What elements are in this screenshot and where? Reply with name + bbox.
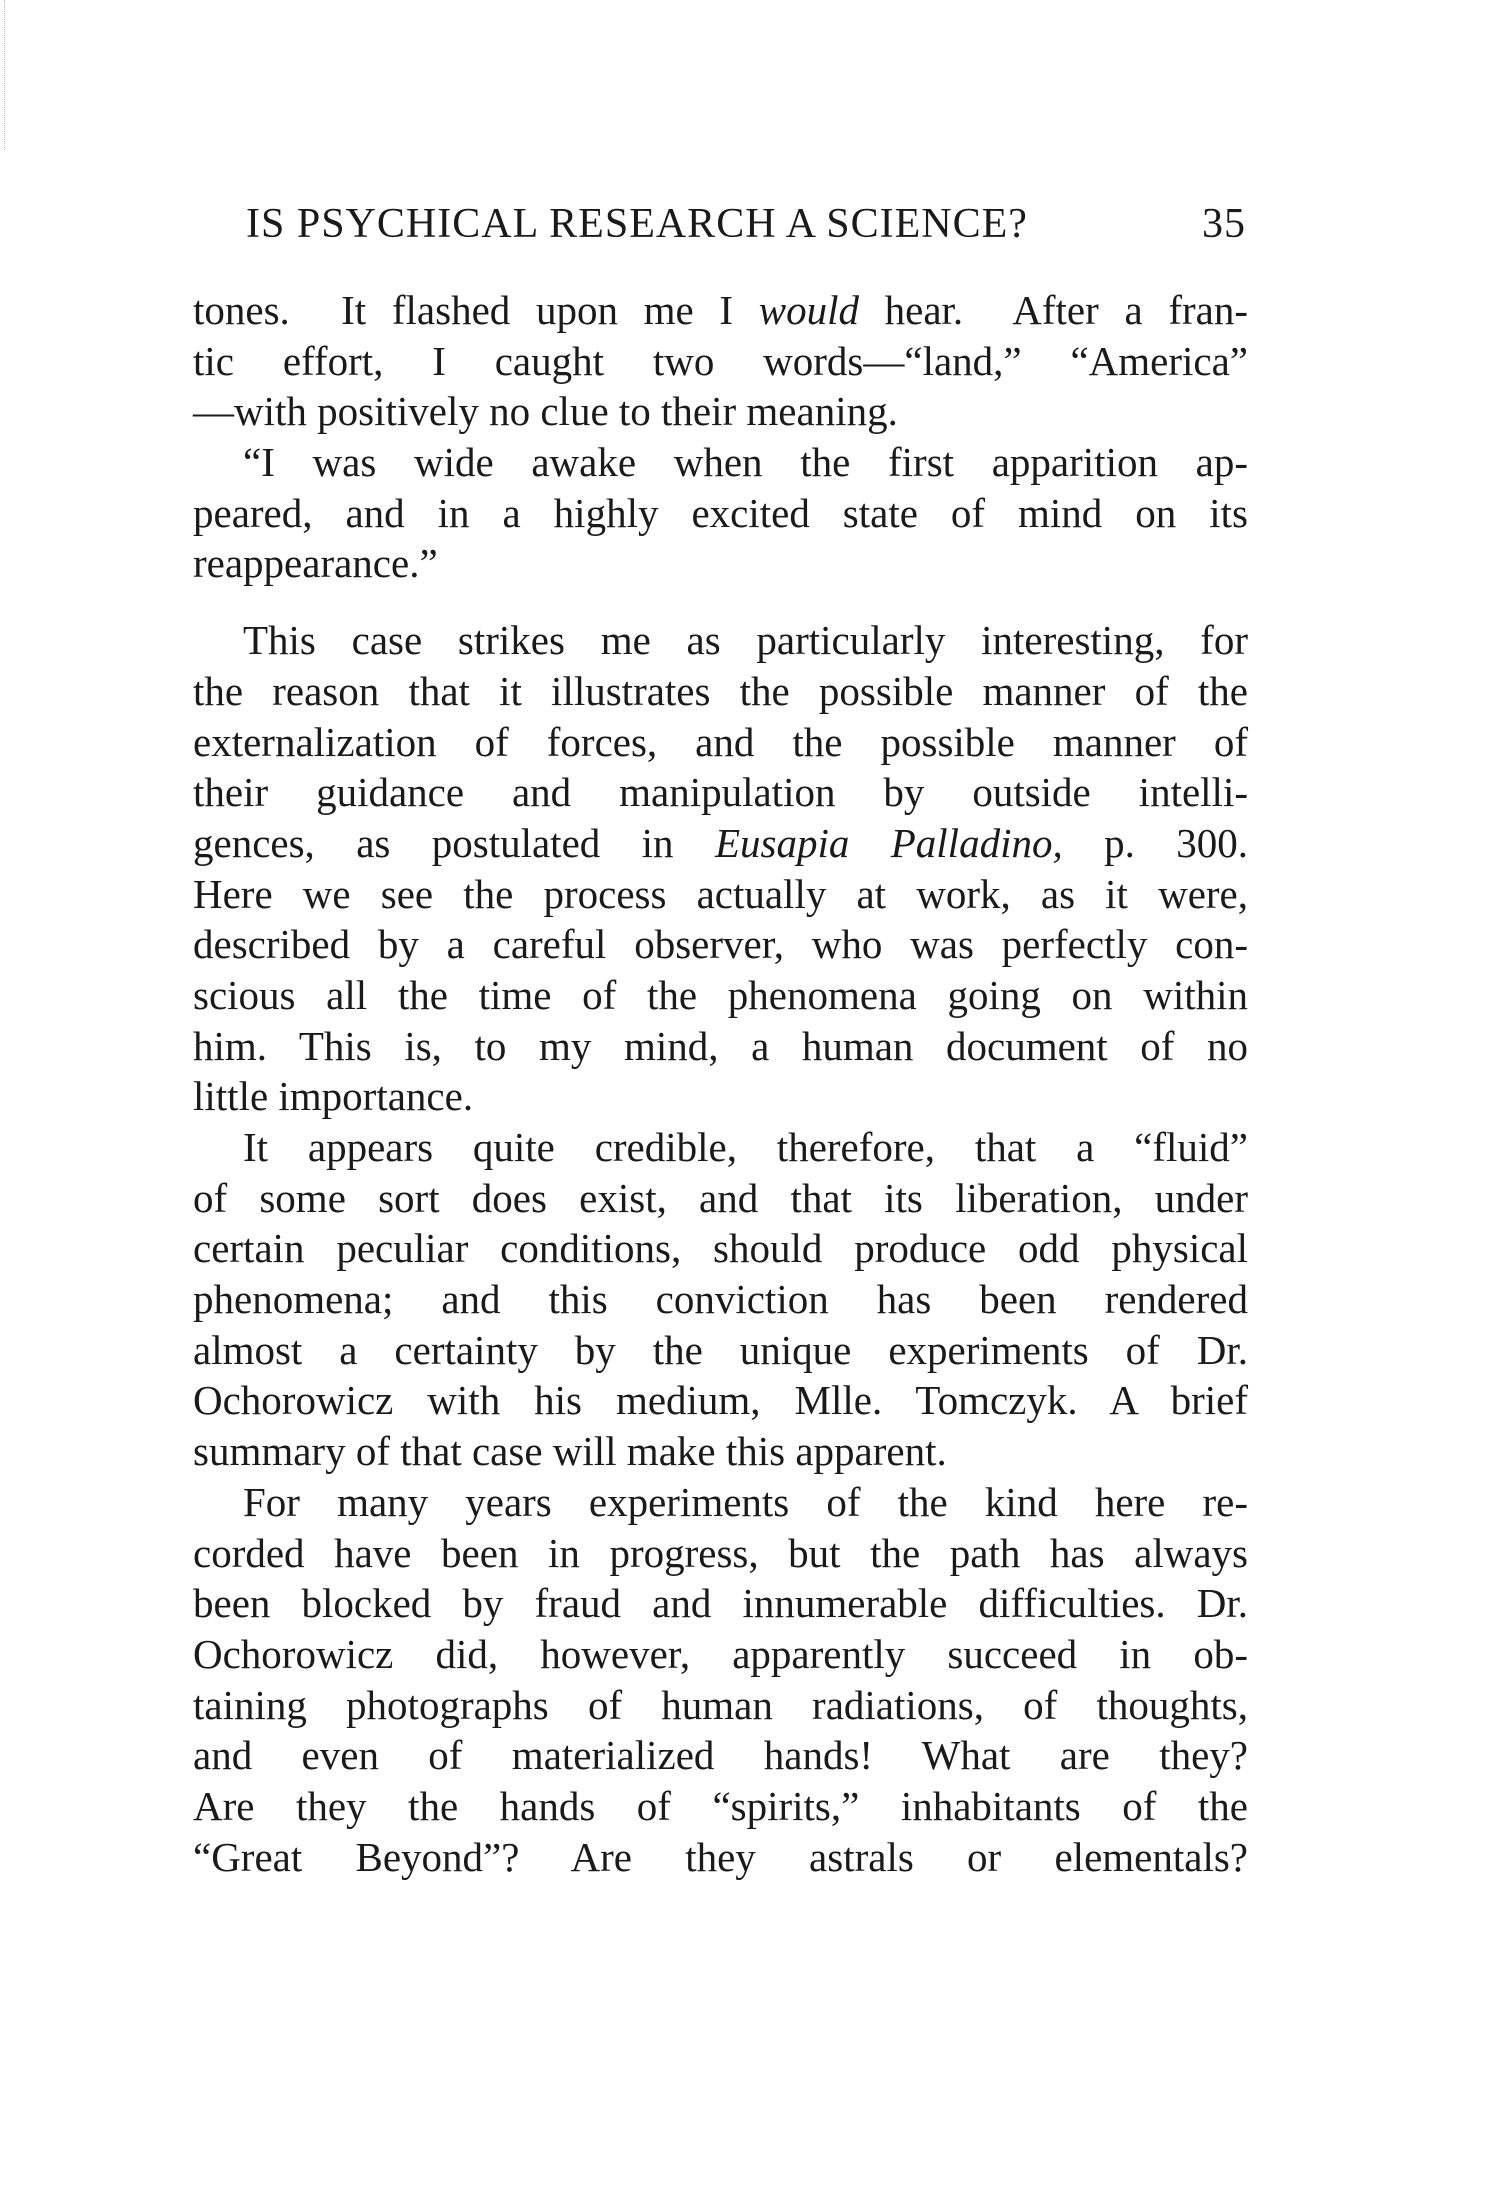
text-line: tones. It flashed upon me I would hear. After a fran-: [193, 287, 1248, 333]
text-line: “Great Beyond”? Are they astrals or elementals?: [193, 1833, 1248, 1880]
running-title: IS PSYCHICAL RESEARCH A SCIENCE?: [246, 201, 1028, 247]
text-line: This case strikes me as particularly interesting, for: [243, 617, 1248, 664]
text-line: scious all the time of the phenomena going on within: [193, 971, 1248, 1018]
italic-title: Eusapia Palladino,: [714, 819, 1063, 866]
body-text: [193, 285, 1248, 1882]
text-line: For many years experiments of the kind here re-: [243, 1478, 1248, 1525]
text-line: —with positively no clue to their meaning.: [193, 388, 898, 435]
text-line: of some sort does exist, and that its liberation, under: [193, 1174, 1248, 1221]
text-line: described by a careful observer, who was perfectly con-: [193, 921, 1248, 968]
text-line: gences, as postulated in Eusapia Palladino, p. 300.: [193, 819, 1249, 866]
text-line: Ochorowicz with his medium, Mlle. Tomczyk. A brief: [193, 1377, 1248, 1424]
text-line: summary of that case will make this apparent.: [193, 1428, 947, 1475]
text-line: their guidance and manipulation by outside intelli-: [193, 769, 1248, 816]
text-line: taining photographs of human radiations, of thoughts,: [193, 1681, 1248, 1728]
text-line: phenomena; and this conviction has been rendered: [193, 1276, 1248, 1323]
section-gap: [193, 589, 1248, 615]
text-line: almost a certainty by the unique experiments of Dr.: [193, 1326, 1248, 1373]
text-line: Are they the hands of “spirits,” inhabitants of the: [193, 1782, 1248, 1829]
text-line: the reason that it illustrates the possible manner of the: [193, 667, 1248, 714]
page-header: [246, 200, 1246, 260]
text-line: been blocked by fraud and innumerable difficulties. Dr.: [193, 1580, 1248, 1627]
page-number: 35: [1202, 201, 1246, 247]
text-line: him. This is, to my mind, a human document of no: [193, 1022, 1248, 1069]
text-line: and even of materialized hands! What are they?: [193, 1732, 1248, 1779]
text-line: little importance.: [193, 1073, 474, 1120]
text-line: corded have been in progress, but the path has always: [193, 1529, 1248, 1576]
text-line: Here we see the process actually at work, as it were,: [193, 870, 1248, 917]
scan-edge-mark: [4, 0, 11, 150]
text-line: Ochorowicz did, however, apparently succeed in ob-: [193, 1630, 1248, 1677]
text-line: externalization of forces, and the possible manner of: [193, 718, 1248, 765]
text-line: It appears quite credible, therefore, that a “fluid”: [243, 1124, 1248, 1170]
text-line: “I was wide awake when the first apparition ap-: [243, 439, 1248, 486]
text-line: tic effort, I caught two words—“land,” “America”: [193, 337, 1248, 384]
text-line: certain peculiar conditions, should produce odd physical: [193, 1225, 1248, 1272]
italic-word: would: [758, 287, 859, 333]
text-line: peared, and in a highly excited state of mind on its: [193, 489, 1248, 536]
text-line: reappearance.”: [193, 540, 438, 587]
